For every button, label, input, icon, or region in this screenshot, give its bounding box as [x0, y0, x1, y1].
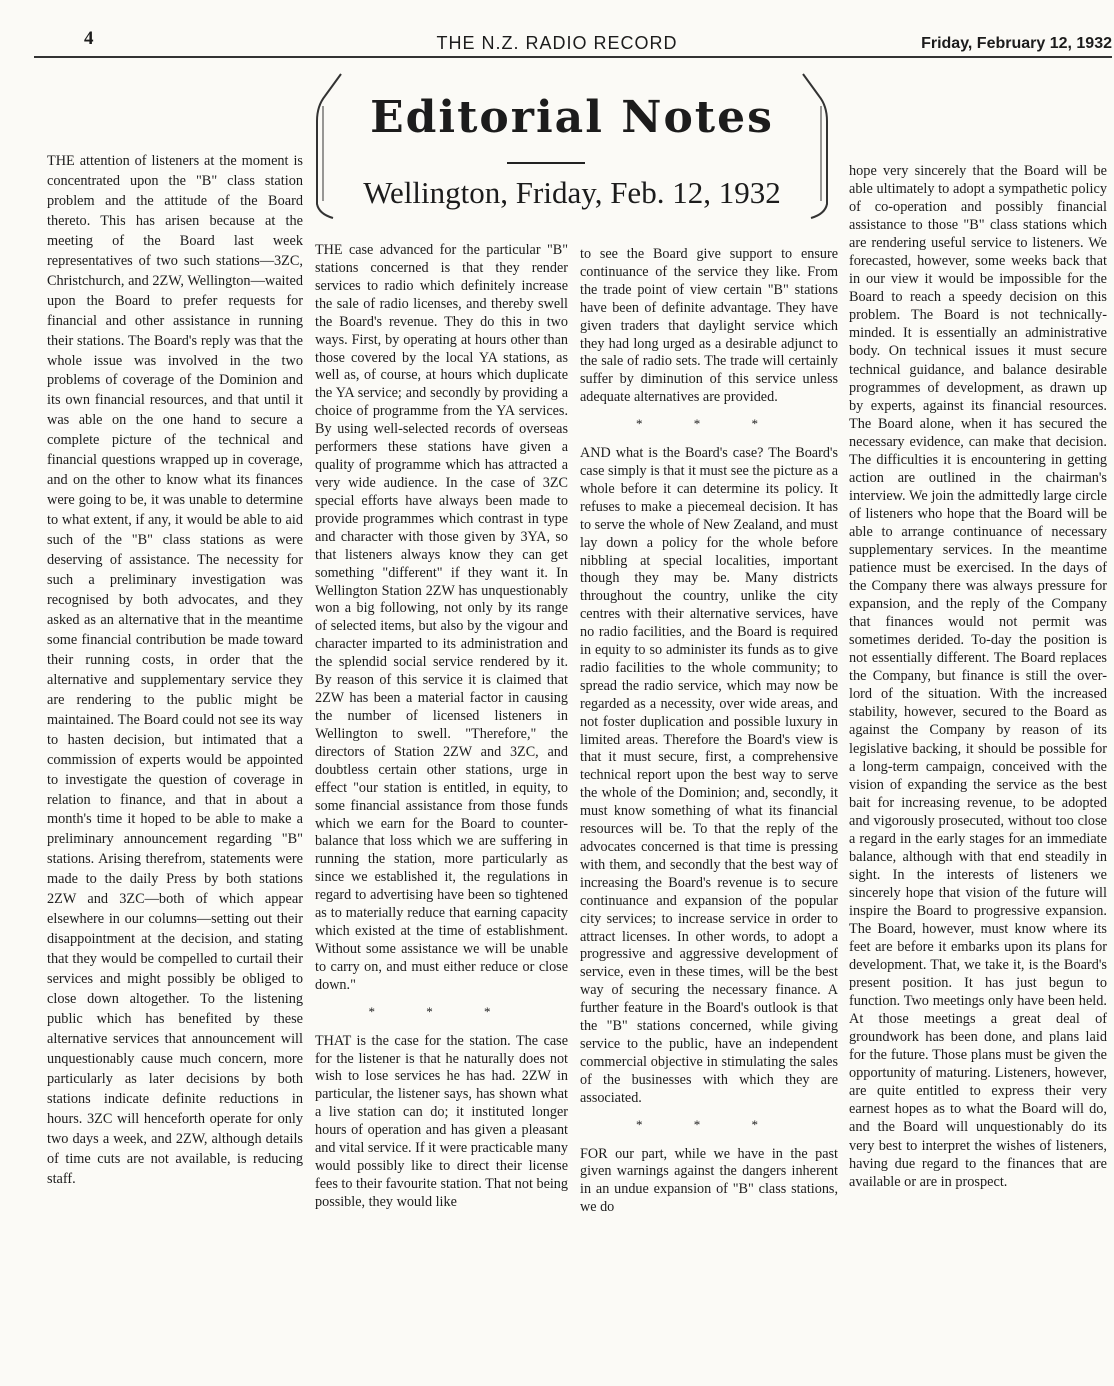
- editorial-dateline: Wellington, Friday, Feb. 12, 1932: [363, 175, 781, 210]
- publication-title: THE N.Z. RADIO RECORD: [436, 33, 678, 53]
- editorial-divider: [507, 162, 585, 164]
- page-header: [0, 0, 1114, 62]
- column-3-paragraph-3: FOR our part, while we have in the past given warnings against the dangers inherent in an undue expansion of "B" class stations, we do: [580, 1145, 838, 1216]
- header-rule: [34, 56, 1112, 58]
- column-2-paragraph-2: THAT is the case for the station. The case for the listener is that he naturally does not wish to lose services he has had. 2ZW in particular, the listener says, has shown what a live station can do; it instituted longer hours of operation and has given a pleasant and vital service. If it were practicable many would possibly like to direct their license fees to their favourite station. That not being possible, they would like: [315, 1032, 568, 1210]
- column-1-paragraph: THE attention of listeners at the moment is concentrated upon the "B" class station problem and the attitude of the Board thereto. This has arisen because at the meeting of the Board last week representatives of two such stations—3ZC, Christchurch, and 2ZW, Wellington—waited upon the Board to prefer requests for financial and other assistance in running their stations. The Board's reply was that the whole issue was involved in the two problems of coverage of the Dominion and its own financial resources, and that until it was able on the one hand to secure a complete picture of the technical and financial questions wrapped up in coverage, and on the other to know what its finances were going to be, it was unable to determine to what extent, if any, it would be able to aid such of the "B" class stations as were deserving of assistance. The necessity for such a preliminary investigation was recognised by both advocates, and they asked as an alternative that in the meantime some financial contribution be made toward their running costs, in order that the alternative and supplementary service they are rendering to the public might be maintained. The Board could not see its way to hasten decision, but intimated that a commission of experts would be appointed to investigate the question of coverage in relation to finance, and that in about a month's time it hoped to be able to make a preliminary announcement regarding "B" stations. Arising therefrom, statements were made to the daily Press by both stations 2ZW and 3ZC—both of which appear elsewhere in our columns—setting out their disappointment at the decision, and stating that they would be compelled to curtail their services and might possibly be obliged to close down altogether. To the listening public which has benefited by these alternative services that announcement will unquestionably cause much concern, more particularly as later decisions by both stations indicate definite reductions in hours. 3ZC will henceforth operate for only two days a week, and 2ZW, although details of time cuts are not available, is reducing staff.: [47, 153, 303, 1187]
- column-4: [849, 162, 1107, 1191]
- column-4-paragraph: hope very sincerely that the Board will be able ultimately to adopt a sympathetic policy of co-operation and possibly financial assistance to those "B" class stations which are rendering useful service to listeners. We forecasted, however, some weeks back that in our view it would be impossible for the Board to reach a speedy decision on this problem. The Board is not technically-minded. It is essentially an administrative body. On technical issues it must secure technical guidance, and balance desirable programmes of development, as drawn up by experts, against its financial resources. The Board alone, when it has secured the necessary evidence, can make that decision. The difficulties it is encountering in getting action are outlined in the chairman's interview. We join the admittedly large circle of listeners who hope that the Board will be able to arrange continuance of necessary supplementary services. In the meantime patience must be exercised. In the days of the Company there was always pressure for expansion, and the reply of the Company that finances would not permit was sometimes derided. To-day the position is not essentially different. The Board replaces the Company, but finance is still the over-lord of the situation. With the increased stability, however, secured to the Board as against the Company by reason of its legislative backing, it should be possible for a long-term campaign, conceived with the vision of expanding the service as the best bait for increasing revenue, to be adopted and vigorously prosecuted, without too close a regard in the early stages for an immediate balance, although with that end steadily in sight. In the interests of listeners we sincerely hope that vision of the future will inspire the Board to progressive expansion. The Board, however, must know where its feet are before it embarks upon its plans for development. That, we take it, is the Board's present position. It has just begun to function. Two meetings only have been held. At those meetings a great deal of groundwork has been done, and plans laid for the future. Those plans must be given the opportunity of maturing. Listeners, however, are quite entitled to express their very earnest hopes as to what the Board will do, and the Board will unquestionably do its very best to interpret the wishes of listeners, having due regard to the finances that are available or are in prospect.: [849, 163, 1107, 1190]
- column-3: [580, 246, 838, 1217]
- column-2-paragraph-1: THE case advanced for the particular "B" stations concerned is that they render services to radio which definitely increase the sale of radio licenses, and thereby swell the Board's revenue. They do this in two ways. First, by operating at hours other than those covered by the local YA stations, as well as, of course, at hours which duplicate the YA service; and secondly by providing a choice of programme from the YA services. By using well-selected records of overseas performers these stations have given a quality of programme which has attracted a very wide audience. In the case of 3ZC special efforts have always been made to provide programmes which contrast in type and character with those given by 3YA, so that listeners always know they can get something "different" if they want it. In Wellington Station 2ZW has unquestionably won a big following, not only by its range of selected items, but also by the vigour and character imparted to its administration and the splendid social service rendered by it. By reason of this service it is claimed that 2ZW has been a material factor in causing the number of licensed listeners in Wellington to swell. "Therefore," the directors of Station 2ZW and 3ZC, and doubtless certain other stations, urge in effect "our station is entitled, in equity, to some financial assistance from those funds which we earn for the Board to counter-balance that loss which we are suffering in running the station, more particularly as since we established it, the regulations in regard to advertising have been so tightened as to materially reduce that earning capacity which existed at the time of establishment. Without some assistance we will be unable to carry on, and must either reduce or close down.": [315, 242, 568, 993]
- column-3-paragraph-1: to see the Board give support to ensure continuance of the service they like. From the trade point of view certain "B" stations have been of definite advantage. They have given traders that daylight service which they had long urged as a desirable adjunct to the sale of radio sets. The trade will certainly suffer by diminution of this service unless adequate alternatives are provided.: [580, 246, 838, 406]
- column-1: [47, 152, 303, 1190]
- column-2: [315, 242, 568, 1212]
- column-3-paragraph-2: AND what is the Board's case? The Board's case simply is that it must see the picture as a whole before it can determine its policy. It refuses to make a piecemeal decision. It has to serve the whole of New Zealand, and must lay down a policy for the whole before nibbling at special localities, important though they may be. Many districts throughout the country, unlike the city centres with their alternative services, have no radio facilities, and the Board is required in equity to so administer its funds as to give radio facilities to the whole community; to spread the radio service, which may now be regarded as a necessity, over wide areas, and not foster duplication and possible luxury in limited areas. Therefore the Board's view is that it must secure, first, a comprehensive technical report upon the best way to serve the whole of the Dominion; and, secondly, it must know something of what its financial resources will be. To that the reply of the advocates concerned is that time is pressing with them, and secondly that the best way of increasing the Board's revenue is to secure continuance and expansion of the popular city services; to increase service in order to attract licenses. In other words, to adopt a progressive and aggressive development of service, even in these times, will be the best way of securing the necessary finance. A further feature in the Board's outlook is that the "B" stations concerned, while giving service to the public, have an independent commercial objective in stimulating the sales of the businesses with which they are associated.: [580, 445, 838, 1106]
- section-separator: * * *: [636, 1116, 782, 1132]
- issue-date: Friday, February 12, 1932: [921, 35, 1112, 52]
- page-number: 4: [84, 28, 94, 49]
- section-separator: * * *: [636, 416, 782, 432]
- section-separator: * * *: [368, 1003, 515, 1019]
- editorial-title: Editorial Notes: [370, 92, 774, 143]
